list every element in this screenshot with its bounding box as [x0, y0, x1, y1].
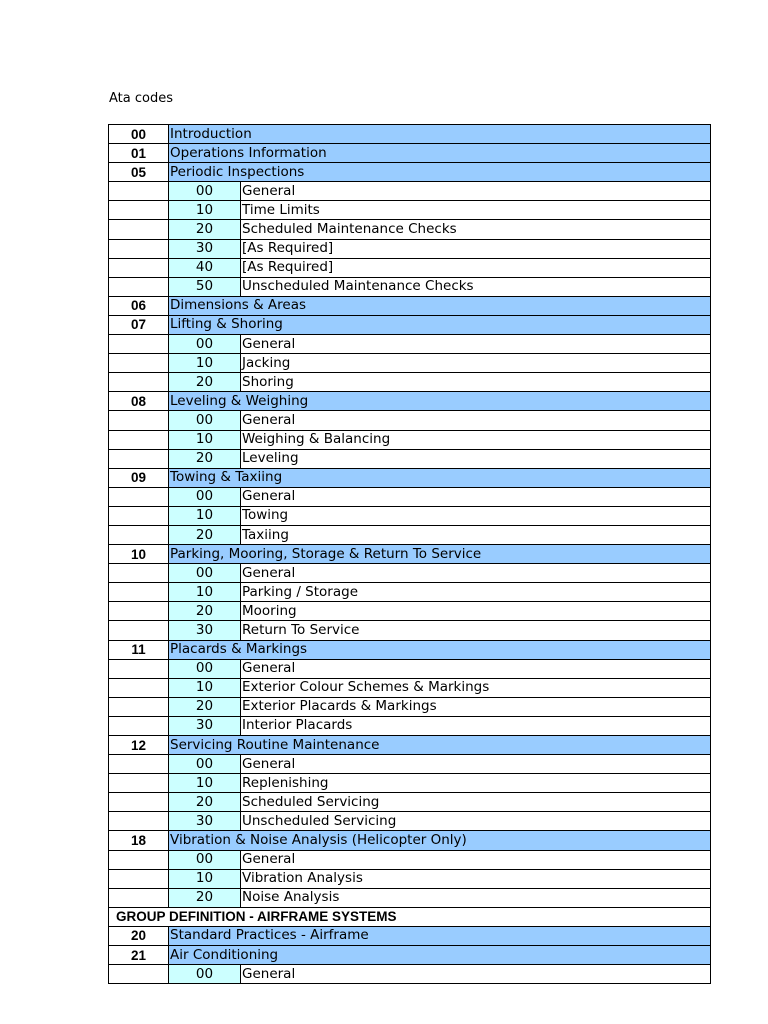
empty-cell — [109, 888, 169, 907]
subchapter-row — [109, 793, 711, 812]
chapter-title: Parking, Mooring, Storage & Return To Service — [169, 545, 711, 564]
chapter-row — [109, 315, 711, 334]
empty-cell — [109, 201, 169, 220]
chapter-code: 20 — [109, 926, 169, 945]
subchapter-code: 00 — [169, 564, 241, 583]
chapter-row — [109, 125, 711, 144]
subchapter-title: Parking / Storage — [241, 583, 711, 602]
subchapter-row — [109, 774, 711, 793]
subchapter-code: 20 — [169, 888, 241, 907]
empty-cell — [109, 258, 169, 277]
subchapter-code: 20 — [169, 697, 241, 716]
subchapter-row — [109, 869, 711, 888]
subchapter-title: General — [241, 965, 711, 984]
chapter-code: 00 — [109, 125, 169, 144]
chapter-title: Vibration & Noise Analysis (Helicopter Only) — [169, 831, 711, 850]
empty-cell — [109, 755, 169, 774]
subchapter-row — [109, 888, 711, 907]
subchapter-code: 00 — [169, 335, 241, 354]
subchapter-row — [109, 812, 711, 831]
empty-cell — [109, 678, 169, 697]
chapter-title: Dimensions & Areas — [169, 296, 711, 315]
chapter-title: Periodic Inspections — [169, 163, 711, 182]
empty-cell — [109, 621, 169, 640]
subchapter-title: General — [241, 564, 711, 583]
group-definition-title: GROUP DEFINITION - AIRFRAME SYSTEMS — [109, 907, 711, 926]
chapter-code: 09 — [109, 468, 169, 487]
subchapter-code: 40 — [169, 258, 241, 277]
chapter-title: Servicing Routine Maintenance — [169, 736, 711, 755]
subchapter-title: General — [241, 335, 711, 354]
subchapter-title: Exterior Placards & Markings — [241, 697, 711, 716]
empty-cell — [109, 812, 169, 831]
subchapter-code: 10 — [169, 583, 241, 602]
chapter-row — [109, 468, 711, 487]
subchapter-row — [109, 583, 711, 602]
subchapter-code: 00 — [169, 965, 241, 984]
subchapter-code: 10 — [169, 774, 241, 793]
subchapter-code: 00 — [169, 755, 241, 774]
chapter-row — [109, 545, 711, 564]
subchapter-code: 20 — [169, 793, 241, 812]
empty-cell — [109, 716, 169, 735]
empty-cell — [109, 602, 169, 621]
subchapter-title: General — [241, 755, 711, 774]
subchapter-code: 10 — [169, 678, 241, 697]
subchapter-row — [109, 697, 711, 716]
subchapter-code: 20 — [169, 220, 241, 239]
ata-codes-table — [108, 124, 711, 984]
subchapter-row — [109, 621, 711, 640]
chapter-row — [109, 946, 711, 965]
subchapter-row — [109, 659, 711, 678]
empty-cell — [109, 774, 169, 793]
chapter-title: Towing & Taxiing — [169, 468, 711, 487]
chapter-code: 21 — [109, 946, 169, 965]
empty-cell — [109, 583, 169, 602]
subchapter-code: 30 — [169, 716, 241, 735]
chapter-code: 11 — [109, 640, 169, 659]
subchapter-row — [109, 239, 711, 258]
chapter-title: Standard Practices - Airframe — [169, 926, 711, 945]
subchapter-code: 30 — [169, 812, 241, 831]
group-definition-row — [109, 907, 711, 926]
subchapter-title: Weighing & Balancing — [241, 430, 711, 449]
subchapter-title: Shoring — [241, 373, 711, 392]
subchapter-code: 10 — [169, 430, 241, 449]
chapter-title: Lifting & Shoring — [169, 315, 711, 334]
chapter-title: Placards & Markings — [169, 640, 711, 659]
subchapter-code: 00 — [169, 850, 241, 869]
empty-cell — [109, 373, 169, 392]
subchapter-row — [109, 354, 711, 373]
chapter-row — [109, 144, 711, 163]
subchapter-title: Scheduled Servicing — [241, 793, 711, 812]
subchapter-code: 20 — [169, 373, 241, 392]
subchapter-title: Unscheduled Servicing — [241, 812, 711, 831]
chapter-code: 12 — [109, 736, 169, 755]
subchapter-row — [109, 525, 711, 544]
subchapter-title: Unscheduled Maintenance Checks — [241, 277, 711, 296]
subchapter-title: Taxiing — [241, 525, 711, 544]
empty-cell — [109, 487, 169, 506]
chapter-title: Operations Information — [169, 144, 711, 163]
subchapter-code: 10 — [169, 869, 241, 888]
subchapter-row — [109, 449, 711, 468]
empty-cell — [109, 182, 169, 201]
chapter-title: Air Conditioning — [169, 946, 711, 965]
empty-cell — [109, 277, 169, 296]
subchapter-title: Return To Service — [241, 621, 711, 640]
subchapter-title: Exterior Colour Schemes & Markings — [241, 678, 711, 697]
chapter-row — [109, 831, 711, 850]
subchapter-row — [109, 678, 711, 697]
empty-cell — [109, 793, 169, 812]
subchapter-row — [109, 335, 711, 354]
subchapter-code: 20 — [169, 449, 241, 468]
subchapter-code: 00 — [169, 182, 241, 201]
subchapter-code: 30 — [169, 621, 241, 640]
subchapter-code: 30 — [169, 239, 241, 258]
chapter-code: 10 — [109, 545, 169, 564]
subchapter-row — [109, 430, 711, 449]
subchapter-row — [109, 506, 711, 525]
empty-cell — [109, 659, 169, 678]
subchapter-title: Replenishing — [241, 774, 711, 793]
subchapter-row — [109, 411, 711, 430]
subchapter-row — [109, 277, 711, 296]
empty-cell — [109, 430, 169, 449]
chapter-title: Introduction — [169, 125, 711, 144]
chapter-row — [109, 296, 711, 315]
chapter-title: Leveling & Weighing — [169, 392, 711, 411]
subchapter-title: [As Required] — [241, 258, 711, 277]
document-title: Ata codes — [109, 91, 173, 106]
empty-cell — [109, 354, 169, 373]
subchapter-code: 10 — [169, 354, 241, 373]
empty-cell — [109, 525, 169, 544]
empty-cell — [109, 411, 169, 430]
subchapter-title: General — [241, 850, 711, 869]
subchapter-title: General — [241, 182, 711, 201]
subchapter-row — [109, 373, 711, 392]
empty-cell — [109, 506, 169, 525]
subchapter-title: Towing — [241, 506, 711, 525]
empty-cell — [109, 220, 169, 239]
subchapter-row — [109, 755, 711, 774]
chapter-row — [109, 736, 711, 755]
empty-cell — [109, 850, 169, 869]
subchapter-row — [109, 220, 711, 239]
subchapter-code: 20 — [169, 525, 241, 544]
chapter-code: 18 — [109, 831, 169, 850]
subchapter-title: [As Required] — [241, 239, 711, 258]
empty-cell — [109, 697, 169, 716]
subchapter-row — [109, 965, 711, 984]
subchapter-row — [109, 564, 711, 583]
empty-cell — [109, 335, 169, 354]
empty-cell — [109, 449, 169, 468]
subchapter-title: General — [241, 659, 711, 678]
chapter-code: 06 — [109, 296, 169, 315]
subchapter-title: General — [241, 411, 711, 430]
subchapter-code: 00 — [169, 487, 241, 506]
subchapter-title: Noise Analysis — [241, 888, 711, 907]
chapter-row — [109, 163, 711, 182]
empty-cell — [109, 965, 169, 984]
empty-cell — [109, 239, 169, 258]
subchapter-title: Leveling — [241, 449, 711, 468]
subchapter-code: 20 — [169, 602, 241, 621]
subchapter-row — [109, 850, 711, 869]
subchapter-title: Scheduled Maintenance Checks — [241, 220, 711, 239]
subchapter-title: Time Limits — [241, 201, 711, 220]
subchapter-title: General — [241, 487, 711, 506]
subchapter-row — [109, 487, 711, 506]
subchapter-code: 10 — [169, 201, 241, 220]
chapter-row — [109, 392, 711, 411]
subchapter-title: Vibration Analysis — [241, 869, 711, 888]
empty-cell — [109, 564, 169, 583]
chapter-row — [109, 926, 711, 945]
subchapter-row — [109, 602, 711, 621]
subchapter-code: 50 — [169, 277, 241, 296]
ata-codes-table-body — [109, 125, 711, 984]
subchapter-title: Jacking — [241, 354, 711, 373]
subchapter-row — [109, 182, 711, 201]
subchapter-code: 00 — [169, 411, 241, 430]
subchapter-title: Mooring — [241, 602, 711, 621]
chapter-row — [109, 640, 711, 659]
subchapter-row — [109, 258, 711, 277]
subchapter-row — [109, 201, 711, 220]
chapter-code: 05 — [109, 163, 169, 182]
chapter-code: 07 — [109, 315, 169, 334]
subchapter-row — [109, 716, 711, 735]
subchapter-code: 00 — [169, 659, 241, 678]
chapter-code: 01 — [109, 144, 169, 163]
subchapter-code: 10 — [169, 506, 241, 525]
subchapter-title: Interior Placards — [241, 716, 711, 735]
empty-cell — [109, 869, 169, 888]
chapter-code: 08 — [109, 392, 169, 411]
